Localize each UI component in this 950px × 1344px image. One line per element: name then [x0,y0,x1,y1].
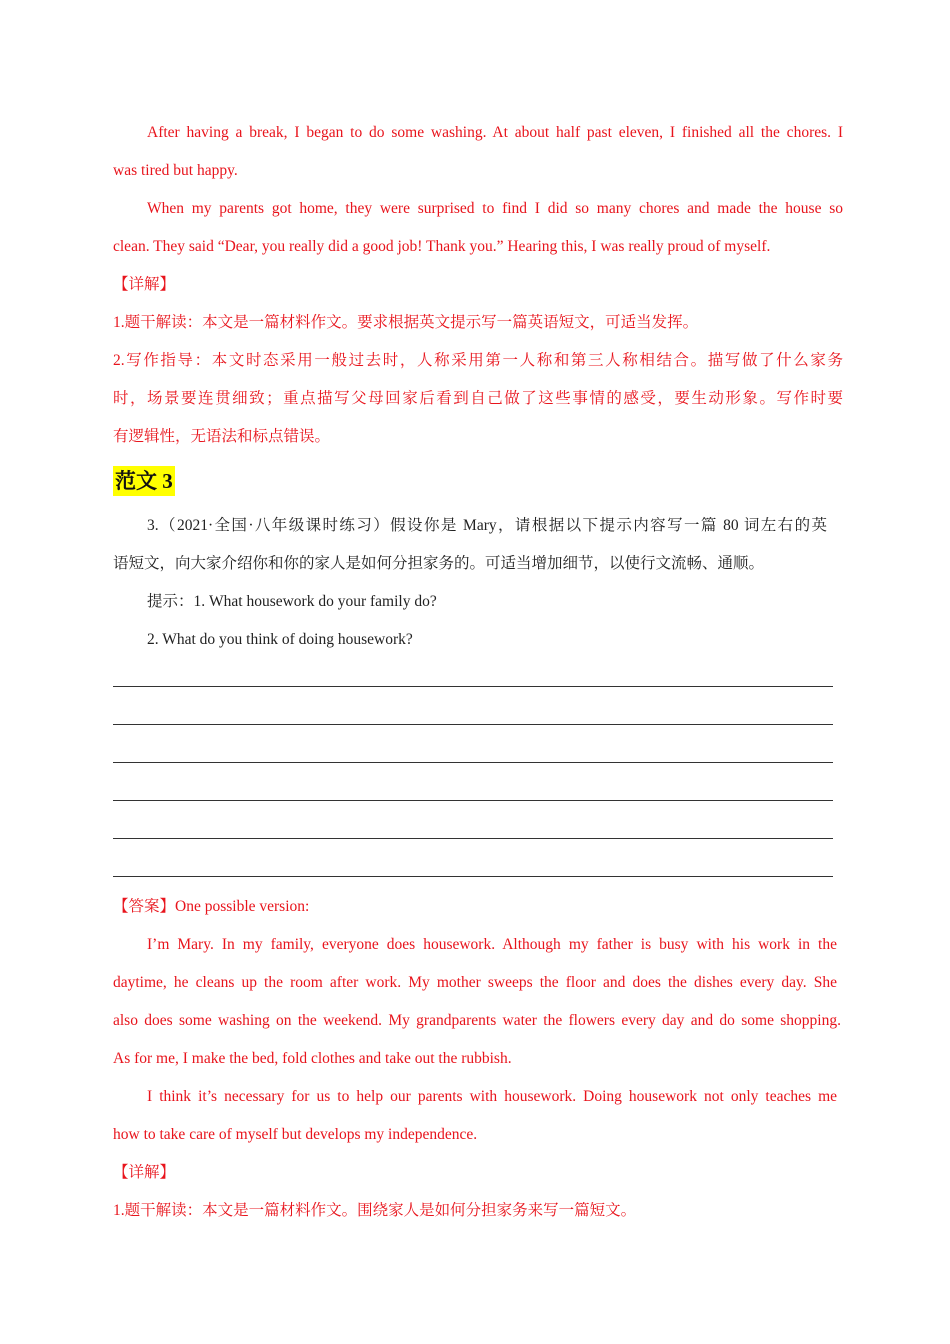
text-line: I think it’s necessary for us to help our parents with housework. Doing housework not only teaches me [147,1088,837,1105]
blank-line [113,724,833,725]
text-line: When my parents got home, they were surprised to find I did so many chores and made the house so [147,200,843,217]
blank-line [113,838,833,839]
text-line: how to take care of myself but develops my independence. [113,1126,478,1143]
text-line: 3.（2021·全国·八年级课时练习）假设你是 Mary，请根据以下提示内容写一篇 80 词左右的英 [147,517,827,534]
text-line: 时，场景要连贯细致；重点描写父母回家后看到自己做了这些事情的感受，要生动形象。写作时要 [113,390,843,407]
text-line: After having a break, I began to do some washing. At about half past eleven, I finished all the chores. I [147,124,843,141]
blank-line [113,762,833,763]
text-line: 语短文，向大家介绍你和你的家人是如何分担家务的。可适当增加细节，以使行文流畅、通顺。 [113,555,765,572]
section-heading: 范文 3 [113,466,175,496]
detail-label: 【详解】 [113,1164,176,1181]
blank-line [113,800,833,801]
answer-label: 【答案】 [113,898,176,915]
text-line: 有逻辑性，无语法和标点错误。 [113,428,331,445]
text-line: 2.写作指导：本文时态采用一般过去时，人称采用第一人称和第三人称相结合。描写做了什么家务 [113,352,843,369]
text-line: clean. They said “Dear, you really did a good job! Thank you.” Hearing this, I was really proud of myself. [113,238,771,255]
answer-header [113,897,843,917]
analysis-line: 1.题干解读：本文是一篇材料作文。围绕家人是如何分担家务来写一篇短文。 [113,1202,637,1219]
text-line: also does some washing on the weekend. My grandparents water the flowers every day and do some shopping. [113,1012,841,1029]
hint-line: 提示：1. What housework do your family do? [147,593,437,610]
analysis-line: 1.题干解读：本文是一篇材料作文。要求根据英文提示写一篇英语短文，可适当发挥。 [113,314,699,331]
blank-line [113,876,833,877]
detail-label: 【详解】 [113,276,176,293]
text-line: As for me, I make the bed, fold clothes and take out the rubbish. [113,1050,512,1067]
text-line: I’m Mary. In my family, everyone does housework. Although my father is busy with his work in the [147,936,837,953]
blank-line [113,686,833,687]
answer-intro: One possible version: [175,898,310,915]
text-line: daytime, he cleans up the room after work. My mother sweeps the floor and does the dishes every day. She [113,974,837,991]
hint-line: 2. What do you think of doing housework? [147,631,413,648]
text-line: was tired but happy. [113,162,238,179]
